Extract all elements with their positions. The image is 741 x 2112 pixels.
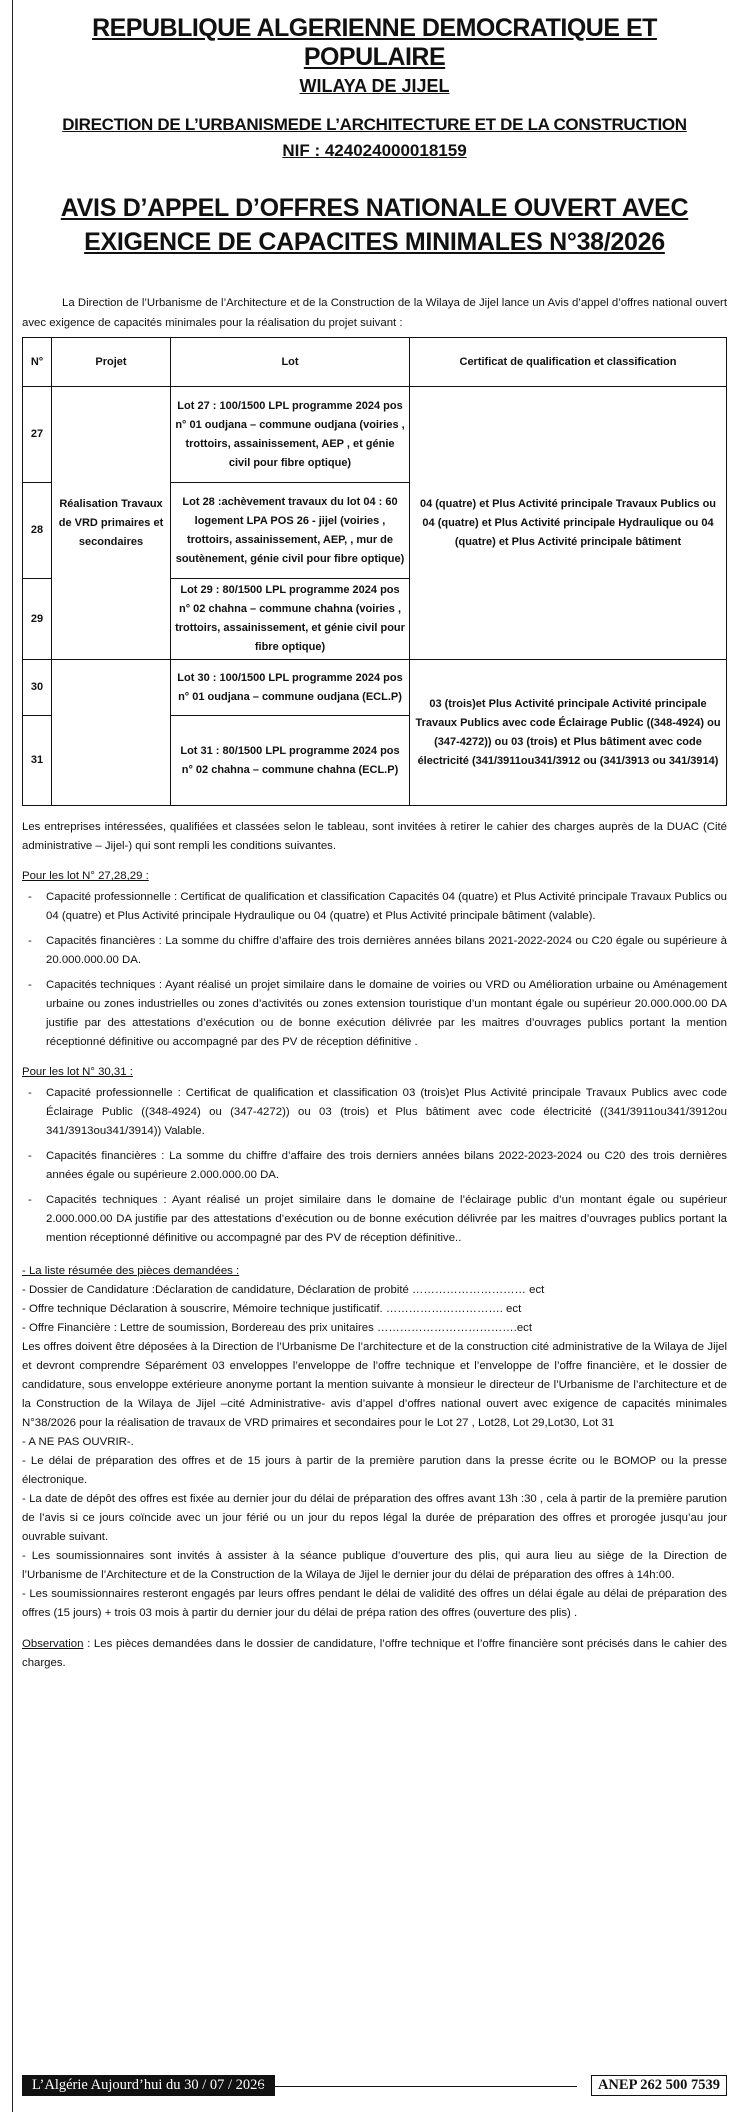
cert-cell-b: 03 (trois)et Plus Activité principale Activité principale Travaux Publics avec code Éclairage Public ((348-4924) ou (347-4272)) ou 03 (trois) et Plus bâtiment avec code électricité (341/3911ou341/3912 ou (341/3913 ou 341/3914) — [410, 660, 727, 806]
header-n: N° — [23, 338, 52, 387]
notice-title — [22, 191, 727, 259]
group2-title: Pour les lot N° 30,31 : — [22, 1066, 133, 1078]
pieces-line: - Offre technique Déclaration à souscrire, Mémoire technique justificatif. …………………………. ect — [22, 1303, 522, 1315]
table-row — [23, 387, 727, 483]
row-number: 27 — [23, 387, 52, 483]
lot-cell: Lot 29 : 80/1500 LPL programme 2024 pos n° 02 chahna – commune chahna (voiries , trottoirs, assainissement, et génie civil pour fibre optique) — [171, 579, 410, 660]
nif-heading: NIF : 424024000018159 — [282, 141, 467, 160]
row-number: 31 — [23, 716, 52, 806]
footer — [22, 2075, 727, 2097]
pieces-line: - Offre Financière : Lettre de soumission, Bordereau des prix unitaires ……………………………….ect — [22, 1322, 533, 1334]
intro-paragraph: La Direction de l’Urbanisme de l’Architecture et de la Construction de la Wilaya de Jijel lance un Avis d’appel d’offres national ouvert avec exigence de capacités minimales pour la réalisation du projet suivant : — [22, 297, 727, 329]
list-item-text: Capacité professionnelle : Certificat de qualification et classification Capacités 04 (quatre) et Plus Activité principale Travaux Publics ou 04 (quatre) et Plus Activité principale Hydraulique ou 04 (quatre) et Plus Activité principale bâtiment (valable). — [46, 891, 727, 922]
list-item: - Capacités financières : La somme du chiffre d’affaire des trois derniers années bilans 2022-2023-2024 ou C20 des trois dernières années égale ou supérieure 2.000.000.00 DA. — [28, 1150, 727, 1181]
wilaya-heading: WILAYA DE JIJEL — [299, 76, 450, 96]
list-item: - Capacités financières : La somme du chiffre d’affaire des trois dernières années bilans 2021-2022-2024 ou C20 égale ou supérieure à 20.000.000.00 DA. — [28, 935, 727, 966]
list-item-text: Capacités techniques : Ayant réalisé un projet similaire dans le domaine de voiries ou VRD ou Amélioration urbaine ou Aménagement urbaine ou zones industrielles ou zones d’activités ou zones extension touristique d’un montant égale ou supérieur 20.000.000.00 DA justifie par des attestations d’exécution ou de bonne exécution délivrée par les maitres d’ouvrages publics portant la mention réceptionné définitive ou accompagné par des PV de réception définitive . — [46, 979, 727, 1048]
header-lot: Lot — [171, 338, 410, 387]
opening-session-paragraph: - Les soumissionnaires sont invités à assister à la séance publique d’ouverture des plis, qui aura lieu au siège de la Direction de l’Urbanisme de l’Architecture et de la Construction de la Wilaya de Jijel le dernier jour du délai de préparation des offres à 14h:00. — [22, 1550, 727, 1581]
publication-label: L’Algérie Aujourd’hui du 30 / 07 / 2026 — [22, 2075, 275, 2096]
list-item-text: Capacités techniques : Ayant réalisé un projet similaire dans le domaine de l’éclairage public d’un montant égale ou supérieur 2.000.000.00 DA justifie par des attestations d’exécution ou de bonne exécution délivrée par les maitres d’ouvrages publics portant la mention réceptionné définitive ou accompagné par des PV de réception définitive.. — [46, 1194, 727, 1244]
lot-cell: Lot 27 : 100/1500 LPL programme 2024 pos n° 01 oudjana – commune oudjana (voiries , trottoirs, assainissement, AEP , et génie civil pour fibre optique) — [171, 387, 410, 483]
pieces-section — [22, 1262, 727, 1338]
row-number: 28 — [23, 483, 52, 579]
group1-list — [22, 888, 727, 1052]
validity-paragraph: - Les soumissionnaires resteront engagés par leurs offres pendant le délai de validité des offres un délai égale au délai de préparation des offres (15 jours) + trois 03 mois à partir du dernier jour du délai de prépa ration des offres (ouverture des plis) . — [22, 1588, 727, 1619]
observation-text: : Les pièces demandées dans le dossier de candidature, l’offre technique et l’offre financière sont précisés dans le cahier des charges. — [22, 1638, 727, 1669]
notice-title-line1: AVIS D’APPEL D’OFFRES NATIONALE OUVERT AVEC — [60, 194, 689, 222]
header-projet: Projet — [52, 338, 171, 387]
observation-paragraph — [22, 1635, 727, 1673]
group2-list — [22, 1084, 727, 1248]
pieces-title: - La liste résumée des pièces demandées : — [22, 1265, 240, 1277]
lot-cell: Lot 30 : 100/1500 LPL programme 2024 pos n° 01 oudjana – commune oudjana (ECL.P) — [171, 660, 410, 716]
list-item-text: Capacités financières : La somme du chiffre d’affaire des trois derniers années bilans 2022-2023-2024 ou C20 des trois dernières années égale ou supérieure 2.000.000.00 DA. — [46, 1150, 727, 1181]
footer-divider — [252, 2086, 577, 2087]
pieces-line: - Dossier de Candidature :Déclaration de candidature, Déclaration de probité ………………………… ect — [22, 1284, 545, 1296]
project-cell-empty — [52, 660, 171, 806]
row-number: 30 — [23, 660, 52, 716]
row-number: 29 — [23, 579, 52, 660]
observation-label: Observation — [22, 1638, 84, 1650]
deposit-date-paragraph: - La date de dépôt des offres est fixée au dernier jour du délai de préparation des offres avant 13h :30 , cela à partir de la première parution de l’avis si ce jours coïncide avec un jour férié ou un jour du repos légal la durée de préparation des offres et prorogée jusqu’au jour ouvrable suivant. — [22, 1493, 727, 1543]
direction-heading: DIRECTION DE L’URBANISMEDE L’ARCHITECTURE ET DE LA CONSTRUCTION — [62, 115, 687, 134]
notice-title-line2: EXIGENCE DE CAPACITES MINIMALES N°38/2026 — [84, 228, 665, 256]
table-header-row — [23, 338, 727, 387]
lots-table — [22, 337, 727, 806]
table-row — [23, 660, 727, 716]
project-cell: Réalisation Travaux de VRD primaires et secondaires — [52, 387, 171, 660]
lot-cell: Lot 31 : 80/1500 LPL programme 2024 pos n° 02 chahna – commune chahna (ECL.P) — [171, 716, 410, 806]
list-item: - Capacités techniques : Ayant réalisé un projet similaire dans le domaine de l’éclairage public d’un montant égale ou supérieur 2.000.000.00 DA justifie par des attestations d’exécution ou de bonne exécution délivrée par les maitres d’ouvrages publics portant la mention réceptionné définitive ou accompagné par des PV de réception définitive.. — [28, 1194, 727, 1244]
cert-cell-a: 04 (quatre) et Plus Activité principale Travaux Publics ou 04 (quatre) et Plus Activité principale Hydraulique ou 04 (quatre) et Plus Activité principale bâtiment — [410, 387, 727, 660]
list-item: - Capacité professionnelle : Certificat de qualification et classification 03 (trois)et Plus Activité principale Travaux Publics avec code Éclairage Public ((348-4924) ou (347-4272)) ou 03 (trois) et Plus bâtiment avec code électricité ((341/3911ou341/3912ou 341/3913ou341/3914)) Valable. — [28, 1087, 727, 1137]
list-item: - Capacité professionnelle : Certificat de qualification et classification Capacités 04 (quatre) et Plus Activité principale Travaux Publics ou 04 (quatre) et Plus Activité principale Hydraulique ou 04 (quatre) et Plus Activité principale bâtiment (valable). — [28, 891, 727, 922]
lot-cell: Lot 28 :achèvement travaux du lot 04 : 60 logement LPA POS 26 - jijel (voiries , trottoirs, assainissement, AEP, , mur de soutènement, génie civil pour fibre optique) — [171, 483, 410, 579]
anep-reference: ANEP 262 500 7539 — [591, 2075, 727, 2096]
deposit-paragraph: Les offres doivent être déposées à la Direction de l’Urbanisme De l’architecture et de la construction cité administrative de la Wilaya de Jijel et devront comprendre Séparément 03 enveloppes l’enveloppe de l’offre technique et l’enveloppe de l’offre financière, et le dossier de candidature, sous enveloppe extérieure anonyme portant la mention suivante à monsieur le directeur de l’Urbanisme de l’architecture et de la Construction de la Wilaya de Jijel –cité Administrative- avis d’appel d’offres national ouvert avec exigence de capacités minimales N°38/2026 pour la réalisation de travaux de VRD primaires et secondaires pour le Lot 27 , Lot28, Lot 29,Lot30, Lot 31 — [22, 1341, 727, 1429]
invitation-paragraph: Les entreprises intéressées, qualifiées et classées selon le tableau, sont invitées à retirer le cahier des charges auprès de la DUAC (Cité administrative – Jijel-) qui sont rempli les conditions suivantes. — [22, 821, 727, 852]
header-cert: Certificat de qualification et classification — [410, 338, 727, 387]
list-item: - Capacités techniques : Ayant réalisé un projet similaire dans le domaine de voiries ou VRD ou Amélioration urbaine ou Aménagement urbaine ou zones industrielles ou zones d’activités ou zones extension touristique d’un montant égale ou supérieur 20.000.000.00 DA justifie par des attestations d’exécution ou de bonne exécution délivrée par les maitres d’ouvrages publics portant la mention réceptionné définitive ou accompagné par des PV de réception définitive . — [28, 979, 727, 1048]
group1-title: Pour les lot N° 27,28,29 : — [22, 870, 149, 882]
delay-paragraph: - Le délai de préparation des offres et de 15 jours à partir de la première parution dans la presse écrite ou le BOMOP ou la presse électronique. — [22, 1455, 727, 1486]
do-not-open-line: - A NE PAS OUVRIR-. — [22, 1436, 134, 1448]
list-item-text: Capacités financières : La somme du chiffre d’affaire des trois dernières années bilans 2021-2022-2024 ou C20 égale ou supérieure à 20.000.000.00 DA. — [46, 935, 727, 966]
country-heading: REPUBLIQUE ALGERIENNE DEMOCRATIQUE ET POPULAIRE — [92, 14, 657, 71]
list-item-text: Capacité professionnelle : Certificat de qualification et classification 03 (trois)et Plus Activité principale Travaux Publics avec code Éclairage Public ((348-4924) ou (347-4272)) ou 03 (trois) et Plus bâtiment avec code électricité ((341/3911ou341/3912ou 341/3913ou341/3914)) Valable. — [46, 1087, 727, 1137]
left-border-line — [12, 0, 13, 2112]
